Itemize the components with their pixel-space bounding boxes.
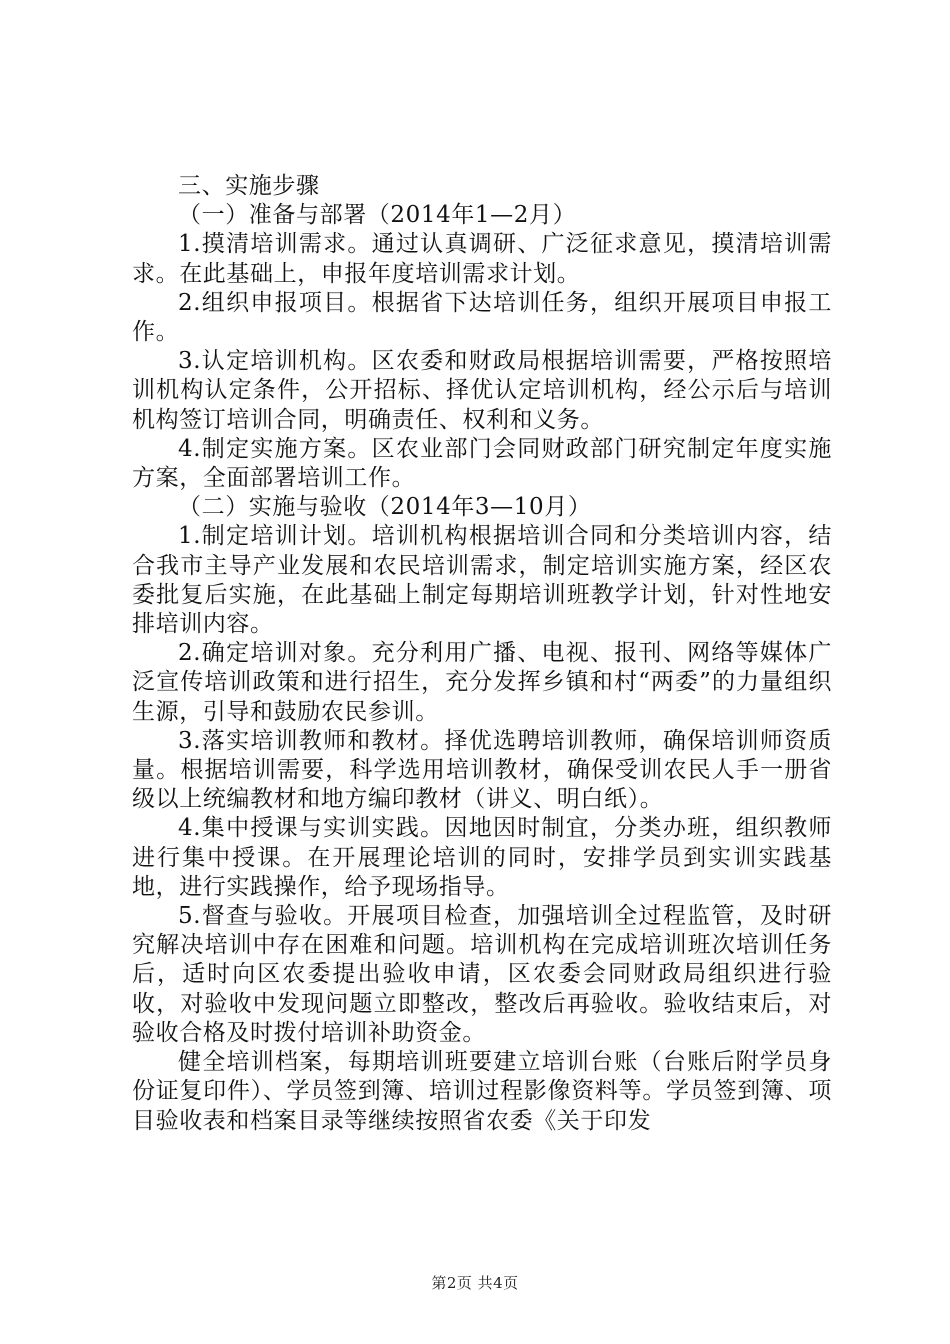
section-heading: 三、实施步骤 <box>178 173 320 199</box>
paragraph: 3.落实培训教师和教材。择优选聘培训教师，确保培训师资质量。根据培训需要，科学选用培训教材，确保受训农民人手一册省级以上统编教材和地方编印教材（讲义、明白纸）。 <box>132 727 832 813</box>
paragraph: 2.确定培训对象。充分利用广播、电视、报刊、网络等媒体广泛宣传培训政策和进行招生，充分发挥乡镇和村“两委”的力量组织生源，引导和鼓励农民参训。 <box>132 640 832 725</box>
paragraph: 5.督查与验收。开展项目检查，加强培训全过程监管，及时研究解决培训中存在困难和问题。培训机构在完成培训班次培训任务后，适时向区农委提出验收申请，区农委会同财政局组织进行验收，对验收中发现问题立即整改，整改后再验收。验收结束后，对验收合格及时拨付培训补助资金。 <box>132 903 832 1046</box>
paragraph: 3.认定培训机构。区农委和财政局根据培训需要，严格按照培训机构认定条件，公开招标、择优认定培训机构，经公示后与培训机构签订培训合同，明确责任、权利和义务。 <box>132 348 832 433</box>
paragraph: 1.制定培训计划。培训机构根据培训合同和分类培训内容，结合我市主导产业发展和农民培训需求，制定培训实施方案，经区农委批复后实施，在此基础上制定每期培训班教学计划，针对性地安排培训内容。 <box>132 523 832 638</box>
subsection-heading: （一）准备与部署（2014年1—2月） <box>178 202 577 229</box>
paragraph: 健全培训档案，每期培训班要建立培训台账（台账后附学员身份证复印件）、学员签到簿、培训过程影像资料等。学员签到簿、项目验收表和档案目录等继续按照省农委《关于印发 <box>132 1049 832 1134</box>
page-number-footer: 第2页 共4页 <box>431 1274 519 1292</box>
paragraph: 2.组织申报项目。根据省下达培训任务，组织开展项目申报工作。 <box>132 289 832 346</box>
subsection-heading: （二）实施与验收（2014年3—10月） <box>178 494 592 521</box>
paragraph: 1.摸清培训需求。通过认真调研、广泛征求意见，摸清培训需求。在此基础上，申报年度培训需求计划。 <box>132 231 832 287</box>
paragraph: 4.制定实施方案。区农业部门会同财政部门研究制定年度实施方案，全面部署培训工作。 <box>132 435 832 492</box>
document-body <box>132 172 832 1136</box>
paragraph: 4.集中授课与实训实践。因地因时制宜，分类办班，组织教师进行集中授课。在开展理论培训的同时，安排学员到实训实践基地，进行实践操作，给予现场指导。 <box>132 815 832 900</box>
